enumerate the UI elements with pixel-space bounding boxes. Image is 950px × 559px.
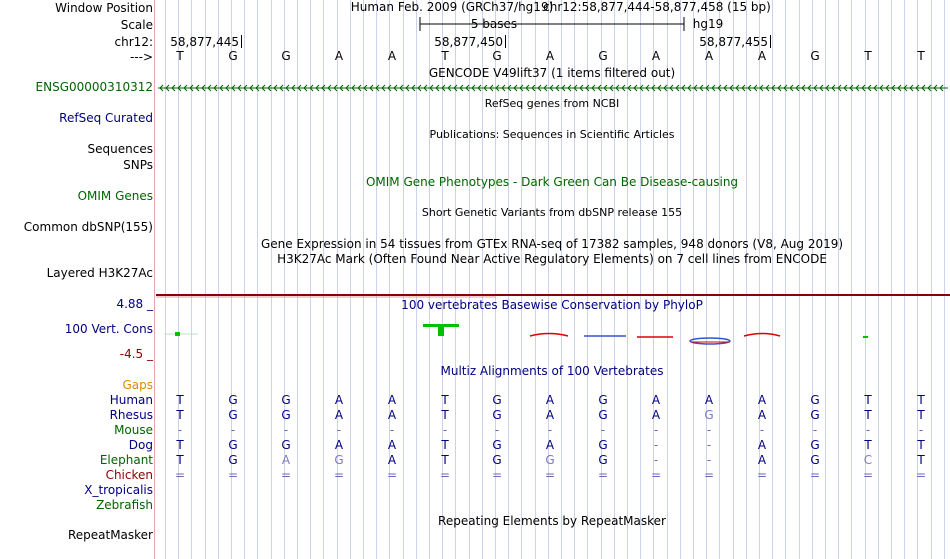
alignment-base: G — [334, 453, 344, 467]
reference-base: T — [864, 49, 872, 63]
alignment-base: T — [917, 408, 925, 422]
assembly-title: Human Feb. 2009 (GRCh37/hg19) — [350, 0, 554, 14]
alignment-base: T — [864, 408, 872, 422]
alignment-base: G — [598, 393, 608, 407]
reference-base: G — [228, 49, 238, 63]
track-label-gaps: Gaps — [122, 378, 153, 392]
alignment-base: A — [545, 408, 555, 422]
coordinate-label: 58,877,450 — [434, 35, 503, 49]
cons-neg-12 — [744, 334, 780, 337]
alignment-base: - — [442, 423, 448, 437]
alignment-base: = — [915, 468, 927, 482]
alignment-base: - — [706, 453, 712, 467]
alignment-base: T — [176, 393, 184, 407]
alignment-base: G — [228, 453, 238, 467]
alignment-base: - — [336, 423, 342, 437]
reference-base: T — [917, 49, 925, 63]
alignment-base: - — [177, 423, 183, 437]
alignment-base: A — [334, 393, 344, 407]
alignment-base: A — [387, 438, 397, 452]
label-column-divider — [154, 0, 155, 559]
alignment-base: = — [862, 468, 874, 482]
track-label-snps[interactable]: SNPs — [123, 158, 153, 172]
alignment-base: T — [176, 408, 184, 422]
cons-bar-6-stem — [438, 324, 444, 336]
alignment-base: T — [441, 393, 449, 407]
alignment-base: - — [918, 423, 924, 437]
species-label[interactable]: Dog — [128, 438, 153, 452]
cons-max-value: 4.88 _ — [116, 297, 153, 311]
alignment-base: - — [706, 438, 712, 452]
phylop-track-title: 100 vertebrates Basewise Conservation by PhyloP — [401, 298, 703, 312]
alignment-base: A — [387, 453, 397, 467]
alignment-base: = — [280, 468, 292, 482]
repeatmasker-track-title: Repeating Elements by RepeatMasker — [438, 514, 666, 528]
refseq-track-title: RefSeq genes from NCBI — [484, 97, 620, 110]
alignment-base: G — [492, 438, 502, 452]
alignment-base: - — [759, 423, 765, 437]
alignment-base: - — [653, 423, 659, 437]
alignment-base: T — [917, 393, 925, 407]
cons-neg-8 — [530, 334, 568, 337]
gencode-track-title: GENCODE V49lift37 (1 items filtered out) — [428, 66, 676, 80]
label-scale: Scale — [120, 18, 153, 32]
alignment-base: G — [598, 408, 608, 422]
species-label[interactable]: Chicken — [105, 468, 153, 482]
alignment-base: G — [598, 438, 608, 452]
alignment-base: A — [387, 408, 397, 422]
alignment-base: = — [174, 468, 186, 482]
alignment-base: G — [281, 393, 291, 407]
reference-base: G — [810, 49, 820, 63]
alignment-base: A — [281, 453, 291, 467]
h3k27ac-track-title: H3K27Ac Mark (Often Found Near Active Regulatory Elements) on 7 cell lines from ENCODE — [277, 252, 827, 266]
alignment-base: G — [281, 408, 291, 422]
alignment-base: A — [334, 408, 344, 422]
track-label-cons[interactable]: 100 Vert. Cons — [64, 322, 153, 336]
alignment-base: G — [810, 393, 820, 407]
alignment-base: G — [228, 438, 238, 452]
label-window-position: Window Position — [55, 1, 153, 15]
alignment-base: T — [441, 453, 449, 467]
position-readout: chr12:58,877,444-58,877,458 (15 bp) — [543, 0, 771, 14]
coordinate-tick — [770, 35, 771, 48]
alignment-base: A — [757, 408, 767, 422]
reference-base: A — [545, 49, 555, 63]
gtex-track-title: Gene Expression in 54 tissues from GTEx RNA-seq of 17382 samples, 948 donors (V8, Aug 2019) — [260, 237, 844, 251]
scale-bar-label: 5 bases — [470, 17, 518, 31]
multiz-track-title: Multiz Alignments of 100 Vertebrates — [440, 364, 664, 378]
alignment-base: G — [492, 408, 502, 422]
alignment-base: - — [706, 423, 712, 437]
alignment-base: A — [545, 438, 555, 452]
alignment-base: T — [441, 438, 449, 452]
reference-base: A — [704, 49, 714, 63]
alignment-base: G — [281, 438, 291, 452]
track-label-repeatmasker[interactable]: RepeatMasker — [67, 528, 153, 542]
alignment-base: G — [492, 453, 502, 467]
reference-base: A — [757, 49, 767, 63]
label-chrom: chr12: — [114, 35, 153, 49]
reference-base: A — [651, 49, 661, 63]
alignment-base: A — [757, 393, 767, 407]
alignment-base: - — [547, 423, 553, 437]
alignment-base: - — [600, 423, 606, 437]
cons-bar-1 — [175, 332, 180, 336]
alignment-base: T — [864, 393, 872, 407]
alignment-base: A — [757, 453, 767, 467]
cons-min-value: -4.5 _ — [119, 347, 153, 361]
alignment-base: = — [491, 468, 503, 482]
alignment-base: = — [597, 468, 609, 482]
alignment-base: A — [651, 393, 661, 407]
reference-base: T — [176, 49, 184, 63]
coordinate-label: 58,877,455 — [699, 35, 768, 49]
track-label-sequences[interactable]: Sequences — [87, 142, 153, 156]
track-label-h3k27ac[interactable]: Layered H3K27Ac — [46, 266, 153, 280]
alignment-base: G — [228, 408, 238, 422]
alignment-base: - — [653, 438, 659, 452]
alignment-base: = — [227, 468, 239, 482]
alignment-base: T — [864, 438, 872, 452]
track-area[interactable] — [156, 0, 950, 559]
alignment-base: G — [228, 393, 238, 407]
alignment-base: A — [334, 438, 344, 452]
track-label-refseq[interactable]: RefSeq Curated — [59, 111, 153, 125]
alignment-base: A — [757, 438, 767, 452]
alignment-base: = — [439, 468, 451, 482]
track-label-dbsnp[interactable]: Common dbSNP(155) — [23, 220, 153, 234]
alignment-base: T — [176, 438, 184, 452]
alignment-base: A — [387, 393, 397, 407]
reference-base: G — [492, 49, 502, 63]
track-label-gencode-gene[interactable]: ENSG00000310312 — [35, 80, 153, 94]
alignment-base: - — [865, 423, 871, 437]
species-label[interactable]: Rhesus — [109, 408, 153, 422]
alignment-base: T — [917, 453, 925, 467]
reference-base: T — [441, 49, 449, 63]
coordinate-label: 58,877,445 — [170, 35, 239, 49]
dbsnp-track-title: Short Genetic Variants from dbSNP release 155 — [421, 206, 683, 219]
alignment-base: A — [545, 393, 555, 407]
omim-track-title: OMIM Gene Phenotypes - Dark Green Can Be Disease-causing — [365, 175, 739, 189]
alignment-base: G — [810, 408, 820, 422]
publications-track-title: Publications: Sequences in Scientific Articles — [429, 128, 675, 141]
species-label[interactable]: Mouse — [114, 423, 153, 437]
scale-db-label: hg19 — [692, 17, 724, 31]
species-label[interactable]: Zebrafish — [96, 498, 153, 512]
alignment-base: = — [756, 468, 768, 482]
alignment-base: = — [650, 468, 662, 482]
alignment-base: T — [441, 408, 449, 422]
coordinate-tick — [241, 35, 242, 48]
alignment-base: T — [917, 438, 925, 452]
alignment-base: - — [389, 423, 395, 437]
alignment-base: - — [653, 453, 659, 467]
alignment-base: G — [492, 393, 502, 407]
alignment-base: - — [494, 423, 500, 437]
species-label[interactable]: X_tropicalis — [84, 483, 153, 497]
alignment-base: T — [176, 453, 184, 467]
alignment-base: = — [544, 468, 556, 482]
alignment-base: = — [386, 468, 398, 482]
cons-neg-11 — [690, 338, 730, 344]
species-label[interactable]: Elephant — [99, 453, 153, 467]
cons-bar-14 — [863, 336, 868, 338]
alignment-base: = — [703, 468, 715, 482]
alignment-base: G — [810, 453, 820, 467]
species-label[interactable]: Human — [109, 393, 153, 407]
reference-base: A — [334, 49, 344, 63]
alignment-base: = — [333, 468, 345, 482]
alignment-base: G — [810, 438, 820, 452]
alignment-base: G — [598, 453, 608, 467]
alignment-base: - — [283, 423, 289, 437]
alignment-base: A — [651, 408, 661, 422]
reference-base: A — [387, 49, 397, 63]
alignment-base: - — [812, 423, 818, 437]
reference-base: G — [598, 49, 608, 63]
track-label-omim[interactable]: OMIM Genes — [77, 189, 153, 203]
alignment-base: C — [863, 453, 873, 467]
alignment-base: - — [230, 423, 236, 437]
alignment-base: G — [704, 408, 714, 422]
reference-base: G — [281, 49, 291, 63]
coordinate-tick — [505, 35, 506, 48]
label-strand: ---> — [129, 50, 153, 64]
alignment-base: = — [809, 468, 821, 482]
alignment-base: A — [704, 393, 714, 407]
alignment-base: G — [545, 453, 555, 467]
